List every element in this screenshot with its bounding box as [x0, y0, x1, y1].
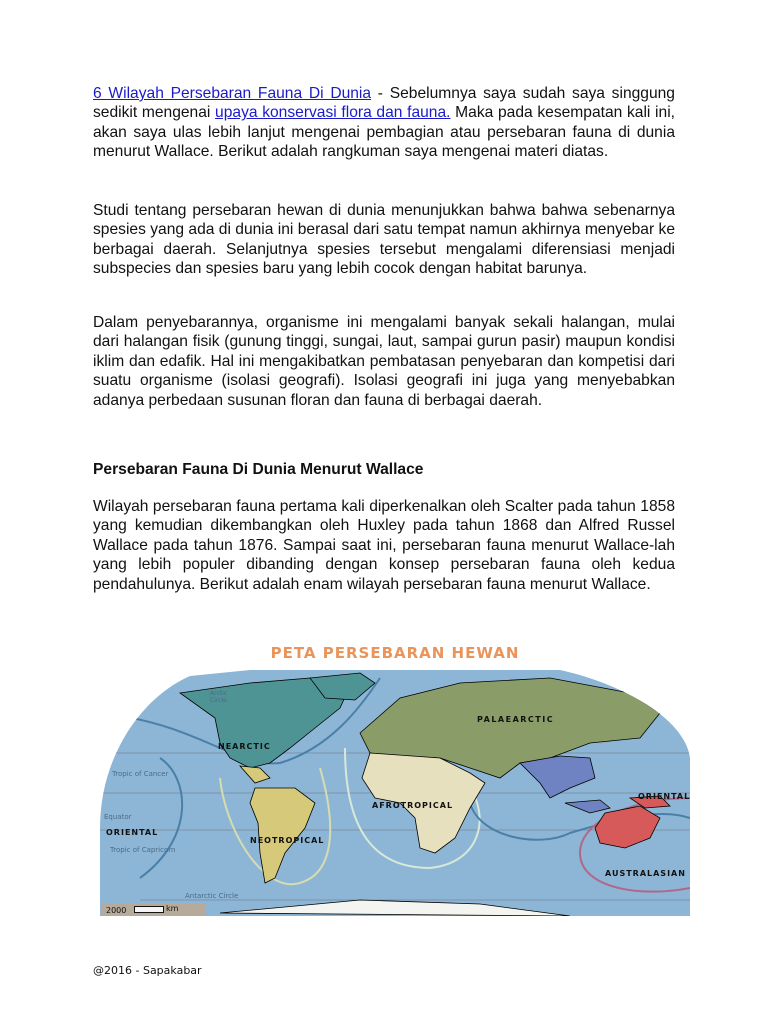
world-map-graphic: [100, 638, 690, 916]
article-title-link[interactable]: 6 Wilayah Persebaran Fauna Di Dunia: [93, 85, 372, 102]
scale-unit: km: [166, 904, 179, 913]
label-tropic-cancer: Tropic of Cancer: [112, 770, 169, 778]
label-oriental-west: ORIENTAL: [106, 828, 159, 837]
label-nearctic: NEARCTIC: [218, 742, 271, 751]
scale-bar-box: [134, 906, 164, 913]
intro-paragraph: [93, 84, 675, 162]
label-afrotropical: AFROTROPICAL: [372, 801, 454, 810]
label-oriental-east: ORIENTAL: [638, 792, 691, 801]
footer-copyright: @2016 - Sapakabar: [93, 964, 202, 977]
map-scale-bar: [102, 904, 206, 916]
conservation-link[interactable]: upaya konservasi flora dan fauna.: [215, 104, 451, 122]
label-antarctic-circle: Antarctic Circle: [185, 892, 239, 900]
paragraph-wallace: Wilayah persebaran fauna pertama kali diperkenalkan oleh Scalter pada tahun 1858 yang kemudian dikembangkan oleh Huxley pada tahun 1868 dan Alfred Russel Wallace pada tahun 1876. Sampai saat ini, persebaran fauna menurut Wallace-lah yang lebih populer dibanding dengan konsep persebaran fauna oleh kedua pendahulunya. Berikut adalah enam wilayah persebaran fauna menurut Wallace.: [93, 498, 675, 593]
scale-value: 2000: [106, 906, 127, 915]
fauna-distribution-map: [100, 638, 690, 916]
label-palaearctic: PALAEARCTIC: [477, 715, 555, 724]
map-title: PETA PERSEBARAN HEWAN: [270, 644, 520, 662]
intro-text-2: Maka pada kesempatan kali ini, akan saya ulas lebih lanjut mengenai pembagian atau persebaran fauna di dunia menurut Wallace. Berikut adalah rangkuman saya mengenai materi diatas.: [93, 104, 675, 161]
label-arctic-circle: Arctic Circle: [210, 690, 228, 704]
label-tropic-capricorn: Tropic of Capricorn: [110, 846, 176, 854]
intro-text-1: - Sebelumnya saya sudah saya singgung sedikit mengenai: [93, 85, 675, 122]
label-australasian: AUSTRALASIAN: [605, 869, 686, 878]
label-equator: Equator: [104, 813, 132, 821]
section-heading: Persebaran Fauna Di Dunia Menurut Wallace: [93, 461, 424, 478]
label-neotropical: NEOTROPICAL: [250, 836, 325, 845]
paragraph-barriers: Dalam penyebarannya, organisme ini mengalami banyak sekali halangan, mulai dari halangan fisik (gunung tinggi, sungai, laut, sampai gurun pasir) maupun kondisi iklim dan edafik. Hal ini mengakibatkan pembatasan penyebaran dan kompetisi dari suatu organisme (isolasi geografi). Isolasi geografi ini juga yang menyebabkan adanya perbedaan susunan floran dan fauna di berbagai daerah.: [93, 314, 675, 409]
paragraph-study: Studi tentang persebaran hewan di dunia menunjukkan bahwa bahwa sebenarnya spesies yang ada di dunia ini berasal dari satu tempat namun akhirnya menyebar ke berbagai daerah. Selanjutnya spesies tersebut mengalami diferensiasi menjadi subspecies dan spesies baru yang lebih cocok dengan habitat barunya.: [93, 202, 675, 278]
